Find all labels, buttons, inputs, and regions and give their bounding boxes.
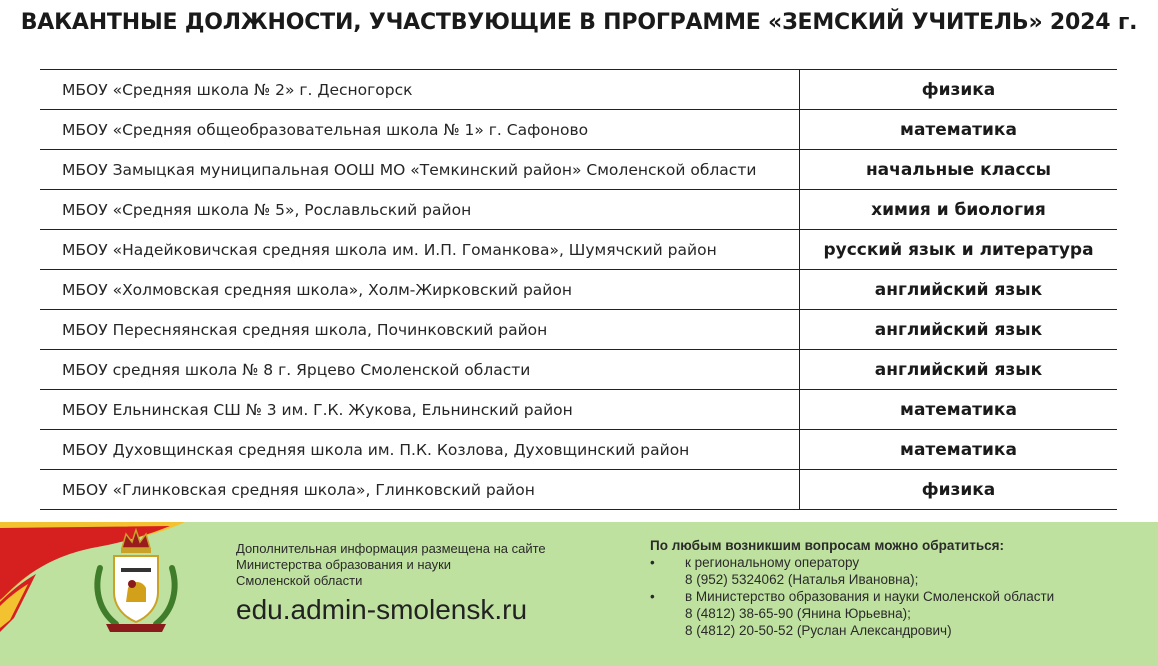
bullet-icon: • <box>650 555 655 570</box>
school-cell: МБОУ Замыцкая муниципальная ООШ МО «Темкинский район» Смоленской области <box>40 150 800 189</box>
table-row <box>40 150 1117 190</box>
table-row <box>40 310 1117 350</box>
table-row <box>40 110 1117 150</box>
subject-cell: английский язык <box>874 359 1043 380</box>
info-line: Министерства образования и науки <box>236 557 452 572</box>
school-cell: МБОУ средняя школа № 8 г. Ярцево Смоленской области <box>40 350 800 389</box>
contact-item <box>650 588 1054 605</box>
subject-cell: математика <box>900 399 1017 420</box>
subject-cell: химия и биология <box>871 199 1046 220</box>
table-row <box>40 270 1117 310</box>
table-row <box>40 230 1117 270</box>
table-row <box>40 390 1117 430</box>
table-row <box>40 190 1117 230</box>
contact-phone: 8 (4812) 20-50-52 (Руслан Александрович) <box>685 623 952 638</box>
school-cell: МБОУ «Холмовская средняя школа», Холм-Жирковский район <box>40 270 800 309</box>
school-cell: МБОУ Духовщинская средняя школа им. П.К. Козлова, Духовщинский район <box>40 430 800 469</box>
school-cell: МБОУ «Глинковская средняя школа», Глинковский район <box>40 470 800 509</box>
subject-cell: физика <box>921 479 996 500</box>
info-line: Дополнительная информация размещена на сайте <box>236 541 546 556</box>
subject-cell: русский язык и литература <box>823 239 1094 260</box>
subject-cell: математика <box>900 119 1017 140</box>
table-row <box>40 70 1117 110</box>
school-cell: МБОУ «Надейковичская средняя школа им. И.П. Гоманкова», Шумячский район <box>40 230 800 269</box>
page-title: ВАКАНТНЫЕ ДОЛЖНОСТИ, УЧАСТВУЮЩИЕ В ПРОГРАММЕ «ЗЕМСКИЙ УЧИТЕЛЬ» 2024 г. <box>20 10 1138 35</box>
school-cell: МБОУ «Средняя школа № 2» г. Десногорск <box>40 70 800 109</box>
table-row <box>40 430 1117 470</box>
footer-panel <box>0 522 1158 666</box>
school-cell: МБОУ «Средняя общеобразовательная школа № 1» г. Сафоново <box>40 110 800 149</box>
school-cell: МБОУ «Средняя школа № 5», Рославльский район <box>40 190 800 229</box>
smolensk-coat-of-arms-icon <box>88 528 184 636</box>
contact-phone: 8 (4812) 38-65-90 (Янина Юрьевна); <box>685 606 911 621</box>
vacancy-table <box>40 69 1117 510</box>
subject-cell: начальные классы <box>865 159 1052 180</box>
school-cell: МБОУ Пересняянская средняя школа, Починковский район <box>40 310 800 349</box>
info-block <box>236 541 546 589</box>
contact-title: в Министерство образования и науки Смоленской области <box>685 589 1055 604</box>
table-row <box>40 350 1117 390</box>
contacts-block <box>650 537 1054 639</box>
contact-item <box>650 554 1054 571</box>
info-line: Смоленской области <box>236 573 363 588</box>
subject-cell: математика <box>900 439 1017 460</box>
website-link[interactable]: edu.admin-smolensk.ru <box>236 594 528 625</box>
contact-title: к региональному оператору <box>685 555 860 570</box>
bullet-icon: • <box>650 589 655 604</box>
contacts-heading: По любым возникшим вопросам можно обратиться: <box>650 538 1005 553</box>
subject-cell: физика <box>921 79 996 100</box>
subject-cell: английский язык <box>874 319 1043 340</box>
subject-cell: английский язык <box>874 279 1043 300</box>
table-row <box>40 470 1117 510</box>
contact-phone: 8 (952) 5324062 (Наталья Ивановна); <box>685 572 919 587</box>
school-cell: МБОУ Ельнинская СШ № 3 им. Г.К. Жукова, Ельнинский район <box>40 390 800 429</box>
